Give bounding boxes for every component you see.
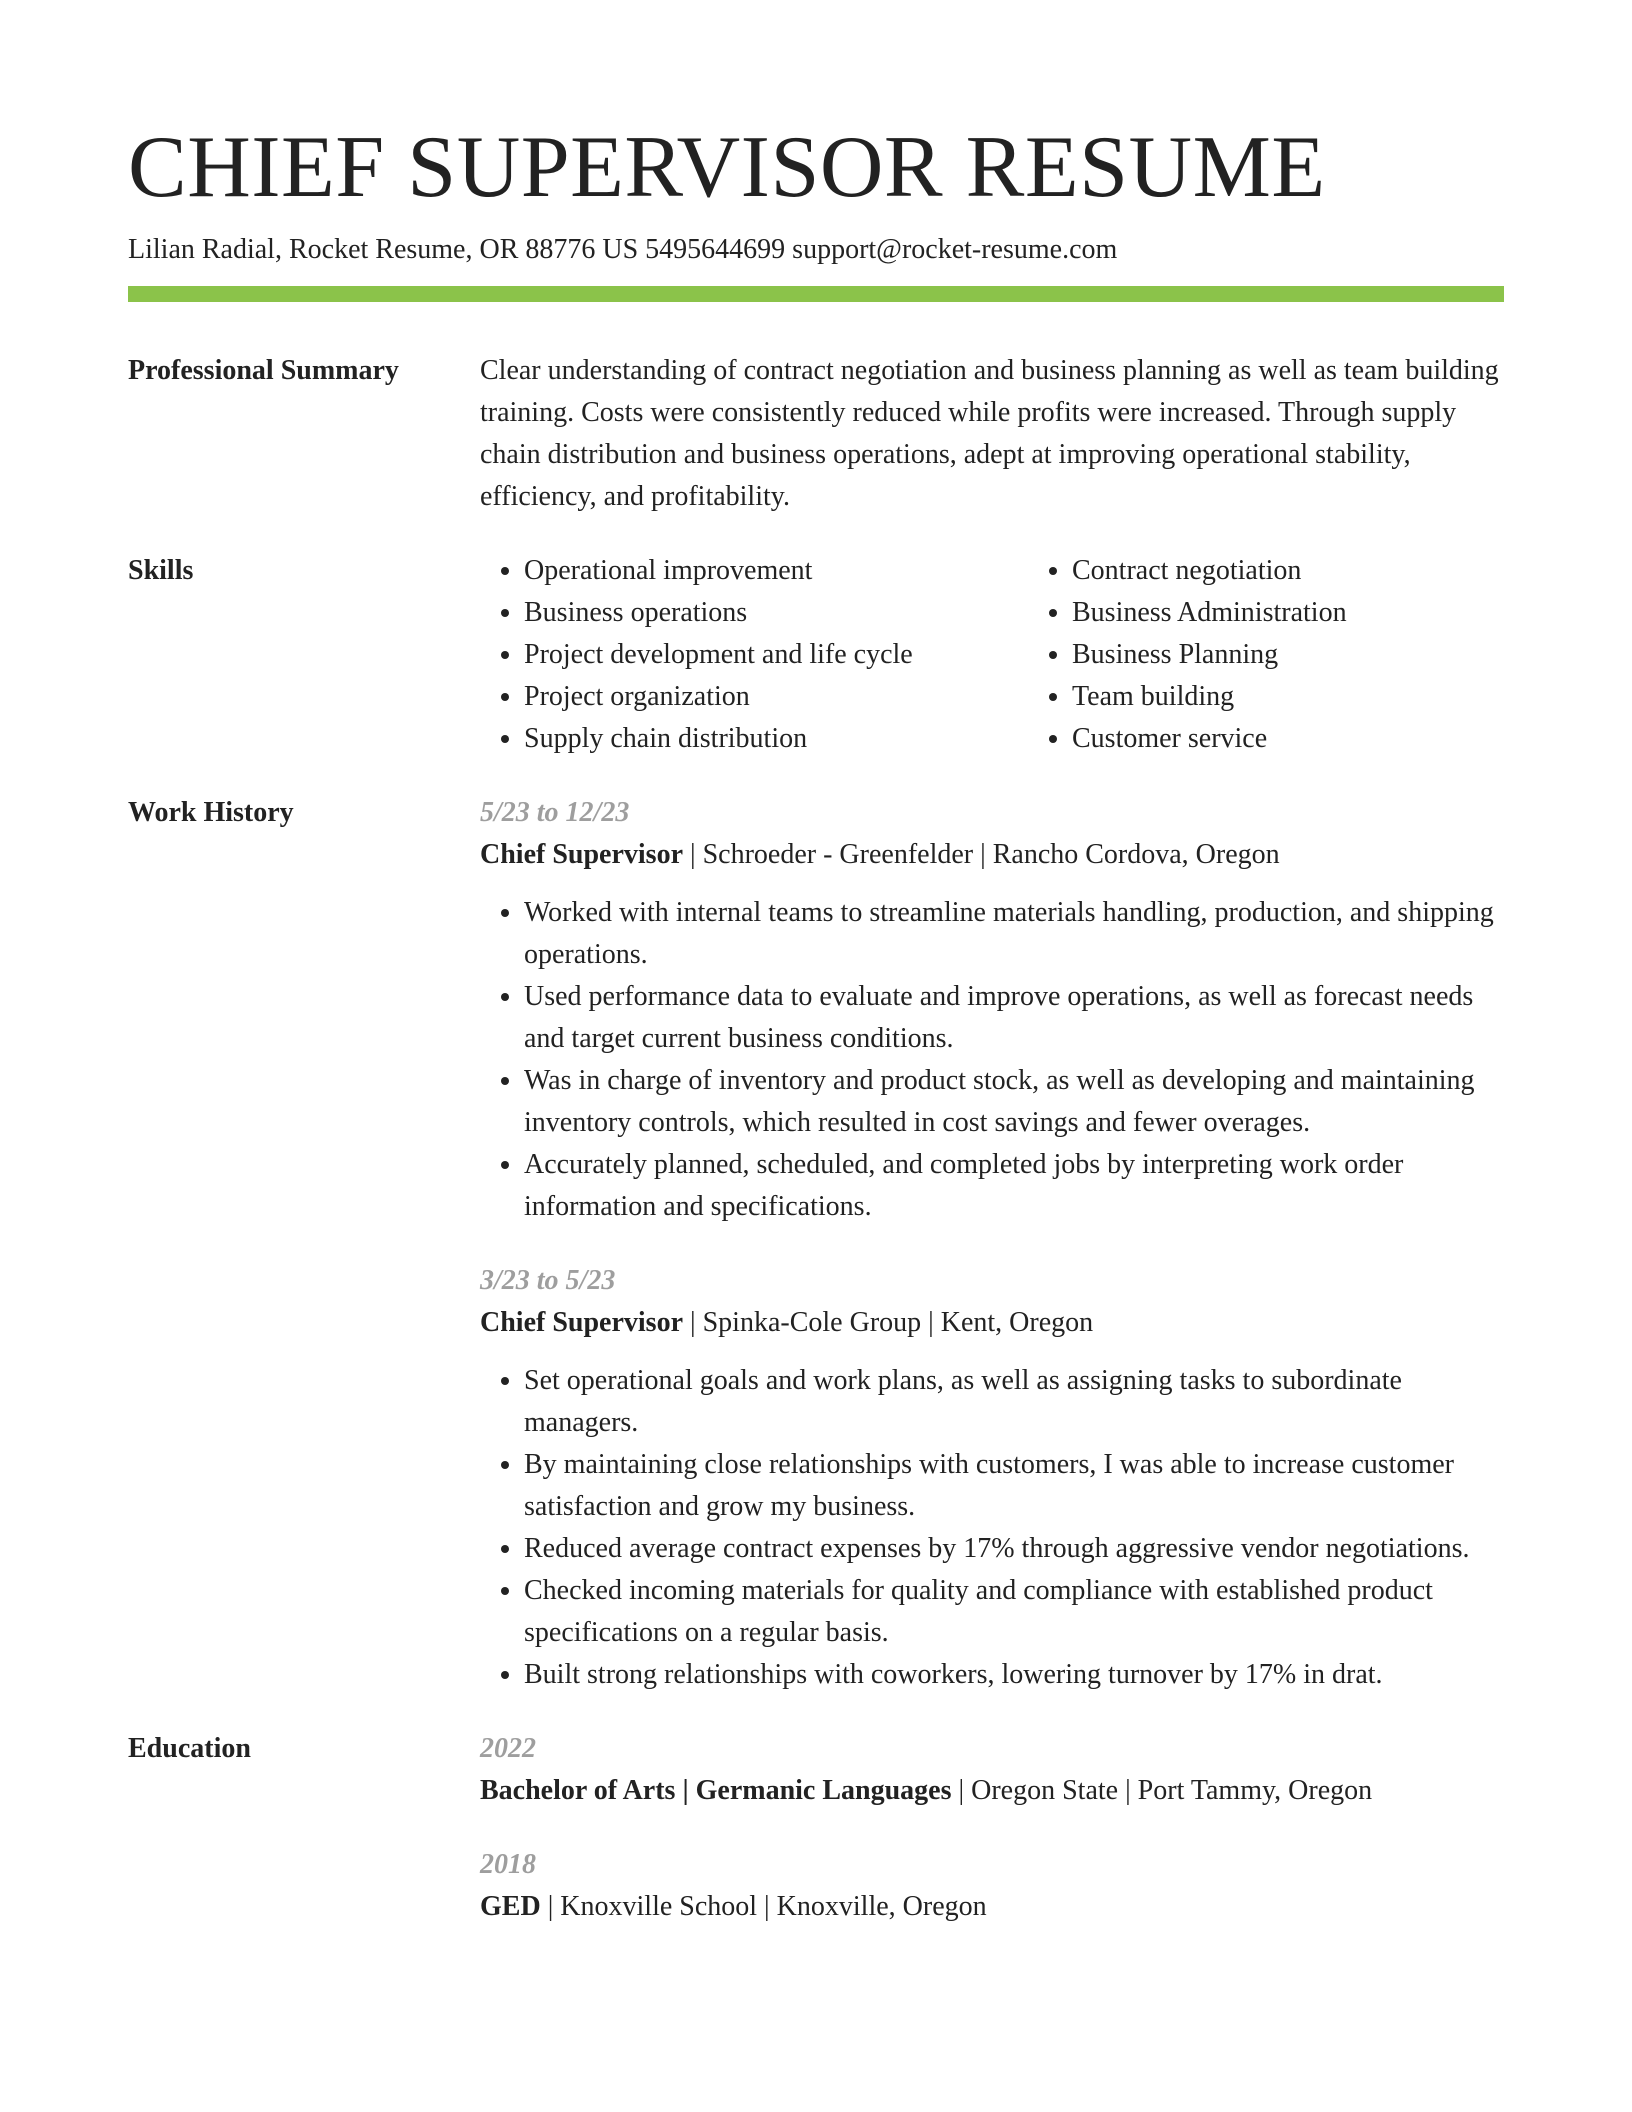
job-bullet: • Built strong relationships with coworkers, lowering turnover by 17% in drat. bbox=[524, 1654, 1504, 1696]
job-details: | Spinka-Cole Group | Kent, Oregon bbox=[683, 1307, 1094, 1338]
contact-line: Lilian Radial, Rocket Resume, OR 88776 US 5495644699 support@rocket-resume.com bbox=[128, 234, 1118, 265]
education-section bbox=[128, 1728, 1504, 1928]
job-bullet: • Set operational goals and work plans, as well as assigning tasks to subordinate managers. bbox=[524, 1360, 1504, 1444]
job-date: 5/23 to 12/23 bbox=[480, 797, 630, 828]
skill-item: • Project development and life cycle bbox=[524, 634, 1028, 676]
job-heading bbox=[480, 1302, 1504, 1344]
skill-item: • Project organization bbox=[524, 676, 1028, 718]
education-entry bbox=[480, 1844, 1504, 1928]
summary-label: Professional Summary bbox=[128, 355, 399, 386]
education-details: | Knoxville School | Knoxville, Oregon bbox=[540, 1891, 987, 1922]
education-body bbox=[480, 1728, 1504, 1928]
resume-title: CHIEF SUPERVISOR RESUME bbox=[128, 119, 1326, 216]
job-bullet: • Was in charge of inventory and product stock, as well as developing and maintaining inventory controls, which resulted in cost savings and fewer overages. bbox=[524, 1060, 1504, 1144]
skill-item: • Business Planning bbox=[1072, 634, 1576, 676]
education-label: Education bbox=[128, 1733, 251, 1764]
job-bullet: • Reduced average contract expenses by 17% through aggressive vendor negotiations. bbox=[524, 1528, 1504, 1570]
skill-item: • Supply chain distribution bbox=[524, 718, 1028, 760]
skills-list bbox=[480, 550, 1576, 760]
job-bullets bbox=[480, 892, 1504, 1228]
job-bullet: • Used performance data to evaluate and improve operations, as well as forecast needs and target current business conditions. bbox=[524, 976, 1504, 1060]
skill-item: • Business Administration bbox=[1072, 592, 1576, 634]
job-entry bbox=[480, 792, 1504, 1228]
job-title: Chief Supervisor bbox=[480, 1307, 683, 1338]
summary-text: Clear understanding of contract negotiation and business planning as well as team building training. Costs were consistently reduced while profits were increased. Through supply chain distribution and business operations, adept at improving operational stability, efficiency, and profitability. bbox=[480, 355, 1499, 512]
work-history-label: Work History bbox=[128, 797, 294, 828]
education-details: | Oregon State | Port Tammy, Oregon bbox=[951, 1775, 1373, 1806]
education-heading bbox=[480, 1770, 1504, 1812]
skill-item: • Team building bbox=[1072, 676, 1576, 718]
skill-item: • Business operations bbox=[524, 592, 1028, 634]
skill-item: • Operational improvement bbox=[524, 550, 1028, 592]
job-bullet: • Worked with internal teams to streamline materials handling, production, and shipping operations. bbox=[524, 892, 1504, 976]
education-degree: Bachelor of Arts | Germanic Languages bbox=[480, 1775, 952, 1806]
job-title: Chief Supervisor bbox=[480, 839, 683, 870]
skills-column-2 bbox=[1028, 550, 1576, 760]
education-heading bbox=[480, 1886, 1504, 1928]
job-heading bbox=[480, 834, 1504, 876]
skills-column-1 bbox=[480, 550, 1028, 760]
skills-label: Skills bbox=[128, 555, 194, 586]
education-degree: GED bbox=[480, 1891, 541, 1922]
job-bullet: • Accurately planned, scheduled, and completed jobs by interpreting work order information and specifications. bbox=[524, 1144, 1504, 1228]
education-date: 2022 bbox=[480, 1733, 536, 1764]
job-details: | Schroeder - Greenfelder | Rancho Cordova, Oregon bbox=[683, 839, 1280, 870]
work-history-section bbox=[128, 792, 1504, 1696]
job-bullets bbox=[480, 1360, 1504, 1696]
education-entry bbox=[480, 1728, 1504, 1812]
summary-section bbox=[128, 350, 1504, 518]
job-entry bbox=[480, 1260, 1504, 1696]
job-bullet: • By maintaining close relationships with customers, I was able to increase customer satisfaction and grow my business. bbox=[524, 1444, 1504, 1528]
work-history-body bbox=[480, 792, 1504, 1696]
skill-item: • Customer service bbox=[1072, 718, 1576, 760]
accent-divider bbox=[128, 286, 1504, 302]
skills-section bbox=[128, 550, 1504, 760]
education-date: 2018 bbox=[480, 1849, 536, 1880]
job-date: 3/23 to 5/23 bbox=[480, 1265, 616, 1296]
skill-item: • Contract negotiation bbox=[1072, 550, 1576, 592]
job-bullet: • Checked incoming materials for quality and compliance with established product specifications on a regular basis. bbox=[524, 1570, 1504, 1654]
